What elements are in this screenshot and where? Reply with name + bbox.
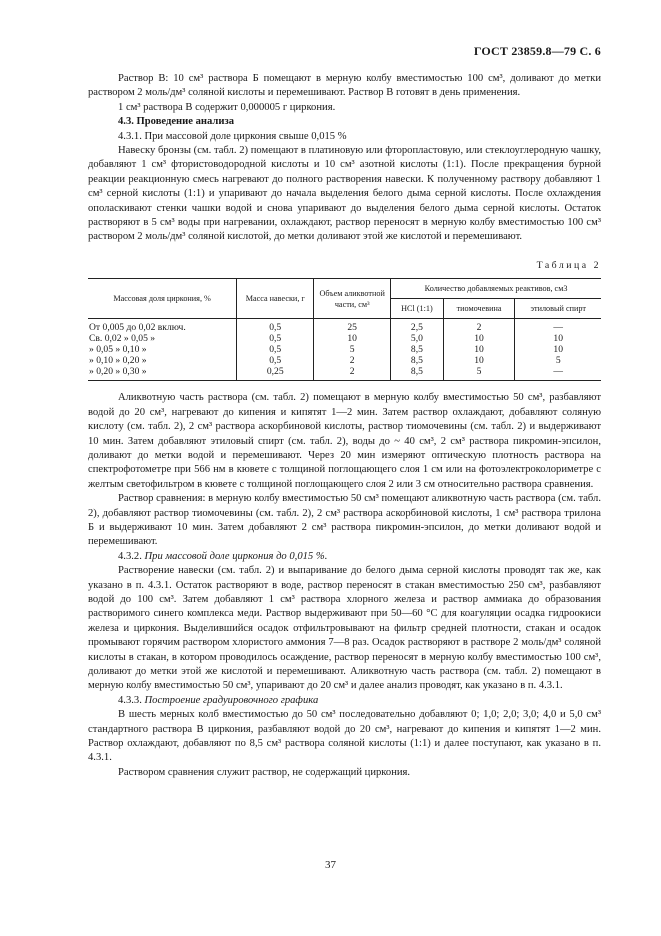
- header-reagents-group: Количество добавляемых реактивов, см3: [391, 279, 601, 299]
- table-row: » 0,10 » 0,20 » 0,5 2 8,5 10 5: [88, 355, 601, 366]
- table-body: [88, 319, 601, 381]
- header-ethanol: этиловый спирт: [515, 299, 601, 319]
- paragraph-low-zirconium: Растворение навески (см. табл. 2) и выпаривание до белого дыма серной кислоты проводят так же, как указано в п. 4.3.1. Остаток растворяют в воде, раствор переносят в стакан вместимостью 250 см³, разбавляют водой до 100 см³. Затем добавляют 1 см³ раствора хлорного железа и раствор аммиака до образования растворимого синего комплекса меди. Раствор выдерживают при 50—60 °С для коагуляции осадка гидроокиси железа и циркония. Выделившийся осадок отфильтровывают на фильтр средней плотности, стакан и осадок промывают горячим раствором хлористого аммония 7—8 раз. Осадок растворяют в растворе 2 моль/дм³ соляной кислоты в стакан, в котором проводилось осаждение, раствор переносят в мерную колбу вместимостью 100 см³, доливают до метки этой же кислотой и перемешивают. Аликвотную часть раствора (см. табл. 2) помещают в мерную колбу вместимостью 50 см³, упаривают до 20 см³ и далее анализ проводят, как указано в п. 4.3.1.: [88, 565, 601, 692]
- paragraph-solution-v: Раствор В: 10 см³ раствора Б помещают в мерную колбу вместимостью 100 см³, доливают до метки раствором 2 моль/дм³ соляной кислоты и перемешивают. Раствор В готовят в день применения.: [88, 73, 601, 99]
- subsection-title: Построение градуировочного графика: [144, 694, 319, 706]
- table-caption: Таблица 2: [536, 259, 601, 271]
- table-row: Св. 0,02 » 0,05 » 0,5 10 5,0 10 10: [88, 333, 601, 344]
- paragraph-aliquot-procedure: Аликвотную часть раствора (см. табл. 2) помещают в мерную колбу вместимостью 50 см³, разбавляют водой до 20 см³, нагревают до кипения и кипятят 1—2 мин. Затем раствор охлаждают, добавляют соляную кислоту (см. табл. 2), 2 см³ раствора аскорбиновой кислоты, раствор тиомочевины (см. табл. 2) и выдерживают 10 мин. Затем добавляют этиловый спирт (см. табл. 2), воды до ~ 40 см³, 2 см³ раствора пикромин-эпсилон, доливают до метки водой и перемешивают. Через 20 мин измеряют оптическую плотность раствора на спектрофотометре при 566 нм в кювете с толщиной поглощающего слоя 1 см или на фотоэлектроколориметре с желтым светофильтром в кювете с толщиной поглощающего слоя 2 или 3 см относительно раствора сравнения.: [88, 392, 601, 490]
- subsection-4-3-1: 4.3.1. При массовой доле циркония свыше 0,015 %: [118, 130, 347, 142]
- header-mass-fraction: Массовая доля циркония, %: [88, 279, 237, 319]
- page-number: 37: [325, 859, 336, 871]
- subsection-number: 4.3.2.: [118, 550, 142, 562]
- subsection-4-3-2: [88, 550, 601, 564]
- section-heading-4-3: 4.3. Проведение анализа: [118, 116, 234, 128]
- table-row: » 0,05 » 0,10 » 0,5 5 8,5 10 10: [88, 344, 601, 355]
- subsection-number: 4.3.3.: [118, 694, 142, 706]
- paragraph-solution-v-content: 1 см³ раствора В содержит 0,000005 г циркония.: [118, 101, 336, 113]
- subsection-4-3-3: [88, 694, 601, 708]
- paragraph-calibration-reference: Раствором сравнения служит раствор, не содержащий циркония.: [118, 766, 411, 778]
- header-sample-mass: Масса навески, г: [237, 279, 314, 319]
- header-thiourea: тиомочевина: [443, 299, 515, 319]
- subsection-title: При массовой доле циркония до 0,015 %.: [144, 550, 328, 562]
- header-aliquot-volume: Объем аликвотной части, см³: [314, 279, 391, 319]
- paragraph-reference-solution: Раствор сравнения: в мерную колбу вместимостью 50 см³ помещают аликвотную часть раствора (см. табл. 2), добавляют раствор тиомочевины (см. табл. 2), 2 см³ раствора аскорбиновой кислоты, 1 см³ раствора трилона Б и выдерживают 10 мин. Затем добавляют 2 см³ раствора пикромин-эпсилон, до метки доливают водой и перемешивают.: [88, 493, 601, 548]
- paragraph-sample-dissolution: Навеску бронзы (см. табл. 2) помещают в платиновую или фторопластовую, или стеклоуглеродную чашку, добавляют 1 см³ фтористоводородной кислоты и 10 см³ азотной кислоты (1:1). После прекращения бурной реакции реакционную смесь нагревают до полного растворения навески. К полученному раствору добавляют 1 см³ серной кислоты (1:1) и упаривают до начала выделения белого дыма серной кислоты. После охлаждения ополаскивают стенки чашки водой и снова упаривают до выделения белого дыма серной кислоты. Остаток растворяют в 5 см³ воды при нагревании, охлаждают, раствор переносят в мерную колбу вместимостью 100 см³ раствором 2 моль/дм³ соляной кислотой, до метки доливают этой же кислотой и перемешивают.: [88, 145, 601, 243]
- table-2: [88, 278, 601, 381]
- header-hcl: HCl (1:1): [391, 299, 444, 319]
- table-row: От 0,005 до 0,02 включ. 0,5 25 2,5 2 —: [88, 319, 601, 334]
- page-header: ГОСТ 23859.8—79 С. 6: [473, 44, 601, 58]
- table-row: » 0,20 » 0,30 » 0,25 2 8,5 5 —: [88, 366, 601, 381]
- paragraph-calibration: В шесть мерных колб вместимостью до 50 см³ последовательно добавляют 0; 1,0; 2,0; 3,0; 4,0 и 5,0 см³ стандартного раствора В циркония, разбавляют водой до 20 см³, нагревают до кипения и кипятят 1—2 мин. Раствор охлаждают, добавляют по 8,5 см³ раствора соляной кислоты (1:1) и далее поступают, как указано в п. 4.3.1.: [88, 709, 601, 764]
- document-body: [88, 72, 601, 780]
